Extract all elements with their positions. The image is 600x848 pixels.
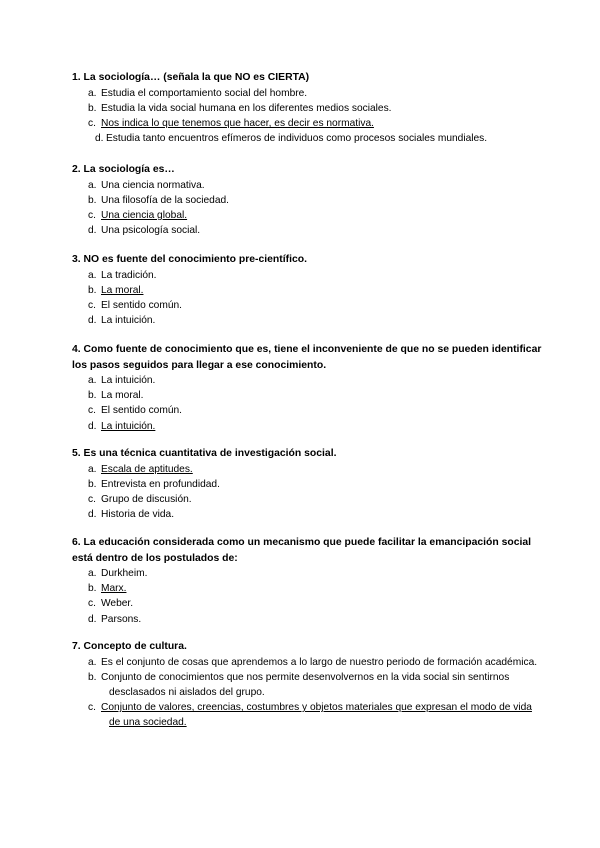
option-text: La moral. [101,390,144,402]
correct-answer-text: Nos indica lo que tenemos que hacer, es decir es normativa. [101,117,374,129]
option-label: d. [88,315,97,327]
question-5 [72,446,542,522]
option-item [72,268,542,283]
option-label: b. [88,194,97,206]
option-item [72,462,542,477]
option-item [72,178,542,193]
option-label: a. [88,656,97,668]
option-label: a. [88,179,97,191]
question-4 [72,342,542,434]
option-text: Durkheim. [101,568,148,579]
option-text: Weber. [101,598,134,610]
option-label: b. [88,478,97,490]
correct-answer-text: La moral. [101,284,144,296]
option-text: Una psicología social. [101,225,201,237]
option-label: d. [88,420,97,432]
option-list [72,566,542,627]
question-1 [72,70,542,146]
option-label: c. [88,209,96,221]
question-3 [72,252,542,328]
option-item [72,596,542,611]
option-label: b. [88,583,97,595]
option-item [72,419,542,434]
option-label: a. [88,269,97,281]
option-label: a. [88,87,97,99]
question-title: 5. Es una técnica cuantitativa de investigación social. [72,448,337,459]
correct-answer-text: Conjunto de valores, creencias, costumbres y objetos materiales que expresan el modo de vida de una sociedad. [101,702,532,729]
option-text: Estudia tanto encuentros efímeros de individuos como procesos sociales mundiales. [106,133,488,145]
correct-answer-text: Marx. [101,583,127,595]
option-label: d. [88,225,97,237]
option-label: b. [88,102,97,114]
option-item [72,700,542,730]
option-text: Historia de vida. [101,509,175,521]
option-text: Entrevista en profundidad. [101,478,220,490]
option-label: a. [88,375,97,386]
question-7 [72,639,542,731]
option-item [72,373,542,388]
option-label: b. [88,390,97,402]
correct-answer-text: La intuición. [101,420,156,432]
option-text: La intuición. [101,315,156,327]
option-item [72,283,542,298]
option-item [72,655,542,670]
option-text: Grupo de discusión. [101,493,192,505]
option-list [72,268,542,329]
question-title: 4. Como fuente de conocimiento que es, tiene el inconveniente de que no se pueden identificar los pasos seguidos para llegar a ese conocimiento. [72,344,542,371]
option-item [72,388,542,403]
option-item [72,101,542,116]
option-text: Estudia el comportamiento social del hombre. [101,87,308,99]
option-item [72,670,542,700]
option-item [72,477,542,492]
option-label: a. [88,463,97,475]
option-label: c. [88,702,96,714]
option-text: La tradición. [101,269,157,281]
option-label: c. [88,299,96,311]
option-label: d. [88,613,97,625]
option-item [72,193,542,208]
option-text: Una ciencia normativa. [101,179,205,191]
option-label: c. [88,405,96,417]
option-item [72,131,542,146]
option-item [72,116,542,131]
option-item [72,566,542,581]
question-title: 2. La sociología es… [72,164,175,175]
option-text: El sentido común. [101,299,182,311]
option-list [72,462,542,523]
question-2 [72,162,542,238]
question-title: 1. La sociología… (señala la que NO es CIERTA) [72,72,310,83]
question-title: 3. NO es fuente del conocimiento pre-científico. [72,254,307,265]
correct-answer-text: Una ciencia global. [101,209,188,221]
option-label: c. [88,598,96,610]
option-text: Es el conjunto de cosas que aprendemos a lo largo de nuestro periodo de formación académica. [101,656,538,668]
option-text: Conjunto de conocimientos que nos permite desenvolvernos en la vida social sin sentirnos desclasados ni aislados del grupo. [101,671,510,698]
option-item [72,612,542,627]
option-text: Estudia la vida social humana en los diferentes medios sociales. [101,102,392,114]
option-text: Parsons. [101,613,142,625]
option-list [72,178,542,239]
question-title: 7. Concepto de cultura. [72,641,187,652]
option-list [72,86,542,147]
option-list [72,373,542,434]
option-item [72,298,542,313]
option-list [72,655,542,731]
option-label: b. [88,671,97,683]
option-item [72,223,542,238]
correct-answer-text: Escala de aptitudes. [101,463,193,475]
option-item [72,208,542,223]
question-6 [72,535,542,627]
option-label: c. [88,117,96,129]
option-text: La intuición. [101,375,156,386]
option-text: El sentido común. [101,405,182,417]
option-item [72,507,542,522]
option-label: c. [88,493,96,505]
option-label: a. [88,568,97,579]
option-item [72,86,542,101]
option-item [72,581,542,596]
option-item [72,403,542,418]
option-item [72,492,542,507]
option-text: Una filosofía de la sociedad. [101,194,229,206]
option-label: d. [88,509,97,521]
option-item [72,313,542,328]
option-label: d. [95,133,104,145]
option-label: b. [88,284,97,296]
question-title: 6. La educación considerada como un mecanismo que puede facilitar la emancipación social está dentro de los postulados de: [72,537,532,564]
